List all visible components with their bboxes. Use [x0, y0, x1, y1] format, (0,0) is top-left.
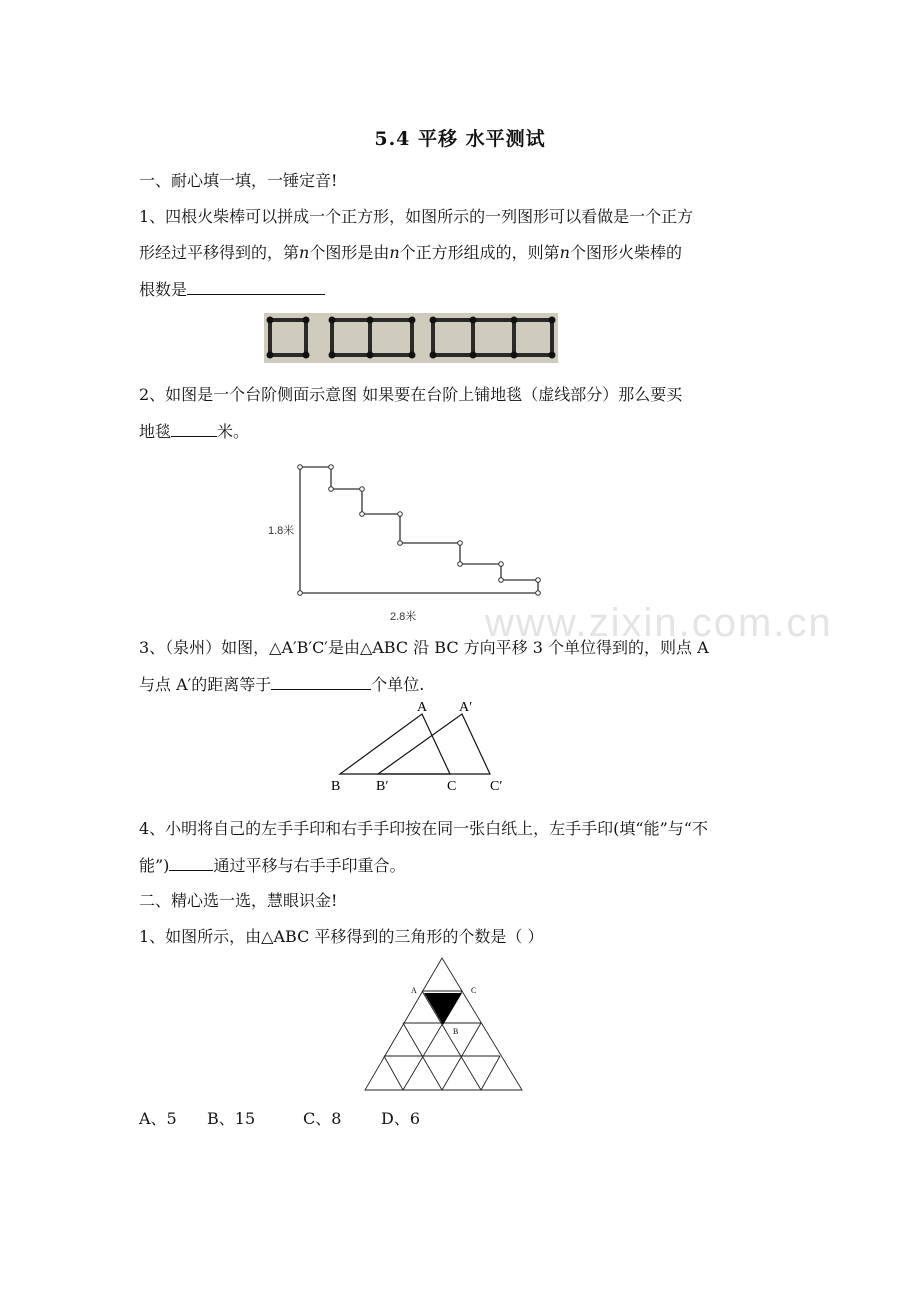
q3-text-a: 与点 A′的距离等于 [139, 675, 272, 694]
triangle-grid-figure [362, 955, 528, 1095]
q3-answer-blank[interactable] [271, 674, 371, 690]
triangle-abc [340, 714, 450, 774]
section-heading-fill: 一、耐心填一填，一锤定音! [139, 171, 338, 190]
label-c: C [447, 779, 457, 794]
matchstick-squares-figure [264, 313, 558, 363]
q1-answer-blank[interactable] [187, 279, 325, 295]
q3-text-b: 个单位. [371, 675, 425, 694]
q3-line-2 [139, 674, 424, 695]
label-b-prime: B′ [376, 779, 389, 794]
grid-label-a: A [411, 986, 417, 995]
height-label: 1.8米 [268, 525, 295, 537]
q2-text-b: 米。 [217, 422, 250, 441]
mc1-option-a[interactable]: A、5 [139, 1109, 177, 1128]
q4-answer-blank[interactable] [169, 855, 213, 871]
grid-label-c: C [471, 986, 477, 995]
mc1-option-b[interactable]: B、15 [207, 1109, 256, 1128]
q1-text-b: 个图形是由 [309, 243, 390, 262]
section-heading-choice: 二、精心选一选，慧眼识金! [139, 891, 338, 910]
q4-text-b: 通过平移与右手手印重合。 [213, 856, 406, 875]
q4-line-2 [139, 855, 405, 876]
q2-text-a: 地毯 [139, 422, 172, 441]
mc1-option-c[interactable]: C、8 [303, 1109, 342, 1128]
label-b: B [331, 779, 341, 794]
mc1-question: 1、如图所示，由△ABC 平移得到的三角形的个数是（ ） [139, 927, 544, 946]
width-label: 2.8米 [390, 611, 417, 623]
staircase-outline [300, 467, 538, 593]
q1-line-3 [139, 279, 325, 300]
q1-text-e: 根数是 [139, 280, 188, 299]
q2-answer-blank[interactable] [171, 421, 217, 437]
q1-var-n: n [559, 243, 570, 262]
translated-triangles-figure [320, 696, 520, 796]
q4-text-a: 能”) [139, 856, 170, 875]
q1-text-d: 个图形火柴棒的 [569, 243, 682, 262]
q4-line-1: 4、小明将自己的左手手印和右手手印按在同一张白纸上，左手手印(填“能”与“不 [139, 819, 708, 838]
q1-line-2 [139, 243, 682, 263]
q3-line-1: 3、（泉州）如图，△A′B′C′是由△ABC 沿 BC 方向平移 3 个单位得到的，则点 A [139, 638, 709, 657]
q2-line-1: 2、如图是一个台阶侧面示意图 如果要在台阶上铺地毯（虚线部分）那么要买 [139, 385, 683, 404]
shaded-triangle-abc [424, 993, 462, 1025]
q1-line-1: 1、四根火柴棒可以拼成一个正方形，如图所示的一列图形可以看做是一个正方 [139, 207, 694, 226]
label-c-prime: C′ [490, 779, 503, 794]
label-a-prime: A′ [459, 700, 473, 715]
watermark: www.zixin.com.cn [485, 601, 833, 645]
q1-var-n: n [389, 243, 400, 262]
q1-text-c: 个正方形组成的，则第 [399, 243, 560, 262]
page-title: 5.4 平移 水平测试 [374, 128, 546, 150]
q2-line-2 [139, 421, 249, 442]
mc1-option-d[interactable]: D、6 [381, 1109, 421, 1128]
triangle-a2b2c2 [378, 714, 490, 774]
q1-text-a: 形经过平移得到的，第 [139, 243, 300, 262]
q1-var-n: n [299, 243, 310, 262]
grid-label-b: B [453, 1027, 459, 1036]
label-a: A [417, 700, 428, 715]
